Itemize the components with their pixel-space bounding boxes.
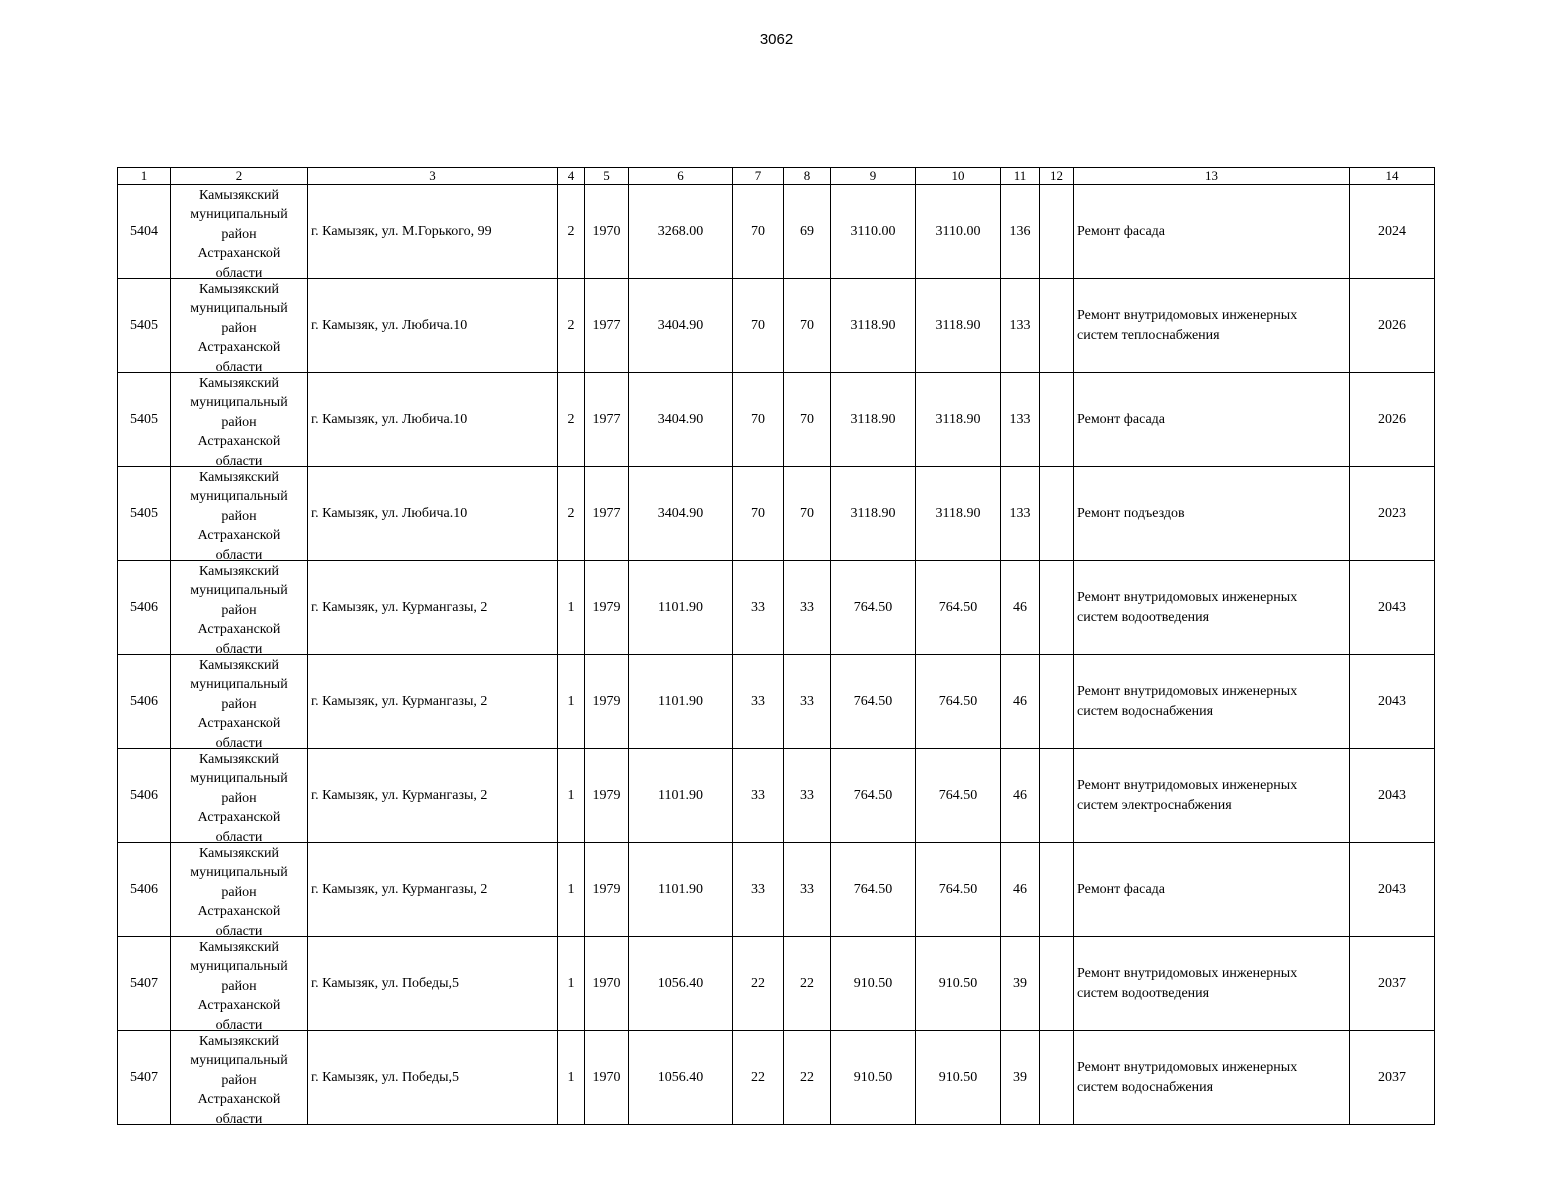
district-line: Астраханской — [197, 622, 281, 638]
district-line: Камызякский — [198, 469, 280, 485]
work-type-line: систем водоснабжения — [1077, 1079, 1214, 1095]
cell-12 — [1040, 749, 1074, 843]
district-line: муниципальный — [190, 771, 288, 787]
cell-5: 1977 — [585, 373, 629, 467]
district-line: Астраханской — [197, 434, 281, 450]
district-line: муниципальный — [190, 489, 288, 505]
cell-14: 2024 — [1350, 185, 1435, 279]
table-row — [118, 1031, 1435, 1125]
column-header-2: 2 — [171, 168, 308, 185]
cell-2 — [171, 279, 308, 373]
cell-14: 2026 — [1350, 373, 1435, 467]
cell-9: 764.50 — [831, 561, 916, 655]
cell-3: г. Камызяк, ул. Победы,5 — [308, 937, 558, 1031]
work-type-line: Ремонт внутридомовых инженерных — [1077, 965, 1298, 981]
district-line: области — [215, 641, 263, 654]
cell-9: 764.50 — [831, 655, 916, 749]
district-line: Астраханской — [197, 998, 281, 1014]
column-header-1: 1 — [118, 168, 171, 185]
cell-1: 5405 — [118, 467, 171, 561]
cell-6: 1056.40 — [629, 1031, 733, 1125]
column-header-11: 11 — [1001, 168, 1040, 185]
cell-4: 2 — [558, 185, 585, 279]
district-line: области — [215, 453, 263, 466]
district-line: области — [215, 1111, 263, 1124]
district-line: район — [221, 884, 257, 900]
page-number: 3062 — [759, 31, 794, 48]
cell-2 — [171, 467, 308, 561]
district-line: район — [221, 320, 257, 336]
cell-7: 33 — [733, 843, 784, 937]
cell-5: 1970 — [585, 1031, 629, 1125]
cell-8: 22 — [784, 1031, 831, 1125]
work-type-line: Ремонт внутридомовых инженерных — [1077, 589, 1298, 605]
cell-4: 1 — [558, 749, 585, 843]
district-text — [171, 280, 307, 372]
cell-9: 3118.90 — [831, 279, 916, 373]
district-line: Камызякский — [198, 939, 280, 955]
cell-8: 69 — [784, 185, 831, 279]
cell-7: 70 — [733, 373, 784, 467]
work-type-line: Ремонт фасада — [1077, 223, 1166, 239]
work-type-line: Ремонт внутридомовых инженерных — [1077, 307, 1298, 323]
district-line: район — [221, 414, 257, 430]
cell-5: 1979 — [585, 843, 629, 937]
cell-5: 1977 — [585, 279, 629, 373]
cell-12 — [1040, 467, 1074, 561]
table-row — [118, 655, 1435, 749]
cell-1: 5405 — [118, 279, 171, 373]
cell-3: г. Камызяк, ул. Курмангазы, 2 — [308, 749, 558, 843]
district-text — [171, 562, 307, 654]
district-line: Камызякский — [198, 845, 280, 861]
cell-4: 1 — [558, 655, 585, 749]
cell-2 — [171, 185, 308, 279]
district-text — [171, 750, 307, 842]
district-text — [171, 1032, 307, 1124]
cell-13 — [1074, 749, 1350, 843]
cell-4: 2 — [558, 373, 585, 467]
district-line: Камызякский — [198, 187, 280, 203]
work-type-line: Ремонт внутридомовых инженерных — [1077, 683, 1298, 699]
cell-7: 33 — [733, 749, 784, 843]
cell-4: 1 — [558, 561, 585, 655]
cell-11: 133 — [1001, 467, 1040, 561]
cell-6: 3404.90 — [629, 467, 733, 561]
cell-12 — [1040, 185, 1074, 279]
cell-14: 2043 — [1350, 655, 1435, 749]
work-type-line: Ремонт внутридомовых инженерных — [1077, 777, 1298, 793]
district-line: муниципальный — [190, 207, 288, 223]
table-row — [118, 937, 1435, 1031]
cell-10: 910.50 — [916, 1031, 1001, 1125]
column-header-14: 14 — [1350, 168, 1435, 185]
cell-11: 46 — [1001, 561, 1040, 655]
cell-5: 1979 — [585, 749, 629, 843]
district-text — [171, 186, 307, 278]
cell-7: 70 — [733, 279, 784, 373]
district-line: район — [221, 696, 257, 712]
cell-13 — [1074, 467, 1350, 561]
cell-7: 33 — [733, 561, 784, 655]
cell-14: 2043 — [1350, 843, 1435, 937]
district-line: Камызякский — [198, 751, 280, 767]
column-header-12: 12 — [1040, 168, 1074, 185]
cell-13 — [1074, 655, 1350, 749]
table-row — [118, 279, 1435, 373]
district-line: Астраханской — [197, 340, 281, 356]
cell-14: 2037 — [1350, 1031, 1435, 1125]
column-header-13: 13 — [1074, 168, 1350, 185]
district-line: области — [215, 1017, 263, 1030]
cell-12 — [1040, 373, 1074, 467]
cell-8: 22 — [784, 937, 831, 1031]
cell-10: 764.50 — [916, 655, 1001, 749]
capital-repair-table — [117, 167, 1435, 1125]
district-line: район — [221, 602, 257, 618]
cell-11: 46 — [1001, 655, 1040, 749]
cell-1: 5404 — [118, 185, 171, 279]
cell-12 — [1040, 1031, 1074, 1125]
cell-14: 2043 — [1350, 749, 1435, 843]
cell-7: 70 — [733, 185, 784, 279]
cell-4: 1 — [558, 843, 585, 937]
cell-3: г. Камызяк, ул. Любича.10 — [308, 279, 558, 373]
district-line: муниципальный — [190, 583, 288, 599]
district-text — [171, 656, 307, 748]
work-type-line: систем теплоснабжения — [1077, 327, 1220, 343]
cell-9: 910.50 — [831, 1031, 916, 1125]
district-text — [171, 844, 307, 936]
work-type-line: Ремонт подъездов — [1077, 505, 1185, 521]
cell-13 — [1074, 185, 1350, 279]
column-header-3: 3 — [308, 168, 558, 185]
cell-2 — [171, 1031, 308, 1125]
column-header-7: 7 — [733, 168, 784, 185]
district-line: муниципальный — [190, 395, 288, 411]
cell-6: 3268.00 — [629, 185, 733, 279]
cell-7: 70 — [733, 467, 784, 561]
cell-11: 39 — [1001, 937, 1040, 1031]
cell-1: 5406 — [118, 843, 171, 937]
column-header-4: 4 — [558, 168, 585, 185]
cell-6: 1101.90 — [629, 561, 733, 655]
cell-8: 70 — [784, 279, 831, 373]
district-line: муниципальный — [190, 865, 288, 881]
cell-11: 133 — [1001, 279, 1040, 373]
work-type-line: Ремонт внутридомовых инженерных — [1077, 1059, 1298, 1075]
district-line: район — [221, 978, 257, 994]
cell-10: 764.50 — [916, 561, 1001, 655]
district-line: район — [221, 508, 257, 524]
cell-7: 33 — [733, 655, 784, 749]
cell-1: 5405 — [118, 373, 171, 467]
column-header-6: 6 — [629, 168, 733, 185]
work-type-line: систем водоснабжения — [1077, 703, 1214, 719]
cell-13 — [1074, 843, 1350, 937]
district-line: муниципальный — [190, 959, 288, 975]
cell-3: г. Камызяк, ул. Любича.10 — [308, 373, 558, 467]
cell-1: 5407 — [118, 937, 171, 1031]
district-line: области — [215, 359, 263, 372]
district-text — [171, 468, 307, 560]
work-type-line: систем электроснабжения — [1077, 797, 1232, 813]
district-line: области — [215, 265, 263, 278]
cell-14: 2043 — [1350, 561, 1435, 655]
table-row — [118, 561, 1435, 655]
table-row — [118, 373, 1435, 467]
district-line: район — [221, 1072, 257, 1088]
district-line: Камызякский — [198, 563, 280, 579]
cell-2 — [171, 373, 308, 467]
cell-3: г. Камызяк, ул. Любича.10 — [308, 467, 558, 561]
district-line: Камызякский — [198, 1033, 280, 1049]
district-line: муниципальный — [190, 1053, 288, 1069]
district-line: Астраханской — [197, 716, 281, 732]
cell-3: г. Камызяк, ул. Победы,5 — [308, 1031, 558, 1125]
work-type-line: Ремонт фасада — [1077, 411, 1166, 427]
cell-5: 1979 — [585, 561, 629, 655]
cell-5: 1970 — [585, 937, 629, 1031]
cell-4: 2 — [558, 467, 585, 561]
cell-6: 1101.90 — [629, 749, 733, 843]
column-header-9: 9 — [831, 168, 916, 185]
work-type-line: систем водоотведения — [1077, 985, 1210, 1001]
cell-11: 46 — [1001, 749, 1040, 843]
cell-2 — [171, 749, 308, 843]
cell-8: 33 — [784, 843, 831, 937]
cell-6: 1101.90 — [629, 843, 733, 937]
district-line: Камызякский — [198, 657, 280, 673]
column-header-10: 10 — [916, 168, 1001, 185]
cell-11: 39 — [1001, 1031, 1040, 1125]
cell-9: 764.50 — [831, 843, 916, 937]
cell-4: 1 — [558, 937, 585, 1031]
cell-7: 22 — [733, 937, 784, 1031]
cell-3: г. Камызяк, ул. Курмангазы, 2 — [308, 843, 558, 937]
cell-1: 5406 — [118, 561, 171, 655]
district-line: Камызякский — [198, 375, 280, 391]
cell-10: 910.50 — [916, 937, 1001, 1031]
table-row — [118, 843, 1435, 937]
cell-2 — [171, 655, 308, 749]
cell-13 — [1074, 1031, 1350, 1125]
cell-1: 5406 — [118, 749, 171, 843]
column-header-8: 8 — [784, 168, 831, 185]
cell-2 — [171, 937, 308, 1031]
cell-8: 33 — [784, 749, 831, 843]
column-header-5: 5 — [585, 168, 629, 185]
cell-12 — [1040, 937, 1074, 1031]
district-line: муниципальный — [190, 677, 288, 693]
cell-3: г. Камызяк, ул. Курмангазы, 2 — [308, 655, 558, 749]
district-line: район — [221, 790, 257, 806]
district-line: области — [215, 923, 263, 936]
district-line: район — [221, 226, 257, 242]
table-row — [118, 185, 1435, 279]
cell-9: 910.50 — [831, 937, 916, 1031]
cell-10: 3110.00 — [916, 185, 1001, 279]
cell-5: 1970 — [585, 185, 629, 279]
cell-9: 3118.90 — [831, 467, 916, 561]
cell-8: 70 — [784, 373, 831, 467]
cell-6: 3404.90 — [629, 373, 733, 467]
cell-10: 764.50 — [916, 749, 1001, 843]
cell-10: 3118.90 — [916, 467, 1001, 561]
cell-10: 3118.90 — [916, 373, 1001, 467]
cell-9: 3118.90 — [831, 373, 916, 467]
cell-11: 133 — [1001, 373, 1040, 467]
cell-4: 1 — [558, 1031, 585, 1125]
cell-14: 2023 — [1350, 467, 1435, 561]
table-body — [118, 185, 1435, 1125]
cell-14: 2037 — [1350, 937, 1435, 1031]
table-row — [118, 749, 1435, 843]
cell-3: г. Камызяк, ул. М.Горького, 99 — [308, 185, 558, 279]
cell-13 — [1074, 373, 1350, 467]
work-type-line: Ремонт фасада — [1077, 881, 1166, 897]
district-line: области — [215, 547, 263, 560]
cell-6: 1101.90 — [629, 655, 733, 749]
cell-13 — [1074, 561, 1350, 655]
cell-11: 46 — [1001, 843, 1040, 937]
cell-12 — [1040, 279, 1074, 373]
cell-8: 70 — [784, 467, 831, 561]
district-text — [171, 938, 307, 1030]
cell-5: 1977 — [585, 467, 629, 561]
district-line: муниципальный — [190, 301, 288, 317]
cell-6: 3404.90 — [629, 279, 733, 373]
district-line: Камызякский — [198, 281, 280, 297]
cell-2 — [171, 561, 308, 655]
cell-1: 5407 — [118, 1031, 171, 1125]
cell-2 — [171, 843, 308, 937]
work-type-line: систем водоотведения — [1077, 609, 1210, 625]
district-line: Астраханской — [197, 810, 281, 826]
cell-5: 1979 — [585, 655, 629, 749]
district-line: Астраханской — [197, 246, 281, 262]
cell-9: 3110.00 — [831, 185, 916, 279]
cell-3: г. Камызяк, ул. Курмангазы, 2 — [308, 561, 558, 655]
cell-12 — [1040, 843, 1074, 937]
district-line: области — [215, 735, 263, 748]
cell-8: 33 — [784, 561, 831, 655]
cell-8: 33 — [784, 655, 831, 749]
cell-7: 22 — [733, 1031, 784, 1125]
cell-13 — [1074, 279, 1350, 373]
district-text — [171, 374, 307, 466]
table-row — [118, 467, 1435, 561]
cell-9: 764.50 — [831, 749, 916, 843]
cell-12 — [1040, 655, 1074, 749]
cell-10: 3118.90 — [916, 279, 1001, 373]
cell-10: 764.50 — [916, 843, 1001, 937]
cell-13 — [1074, 937, 1350, 1031]
header-row — [118, 168, 1435, 185]
district-line: Астраханской — [197, 528, 281, 544]
cell-12 — [1040, 561, 1074, 655]
district-line: Астраханской — [197, 1092, 281, 1108]
cell-6: 1056.40 — [629, 937, 733, 1031]
cell-4: 2 — [558, 279, 585, 373]
cell-11: 136 — [1001, 185, 1040, 279]
cell-1: 5406 — [118, 655, 171, 749]
district-line: Астраханской — [197, 904, 281, 920]
district-line: области — [215, 829, 263, 842]
cell-14: 2026 — [1350, 279, 1435, 373]
